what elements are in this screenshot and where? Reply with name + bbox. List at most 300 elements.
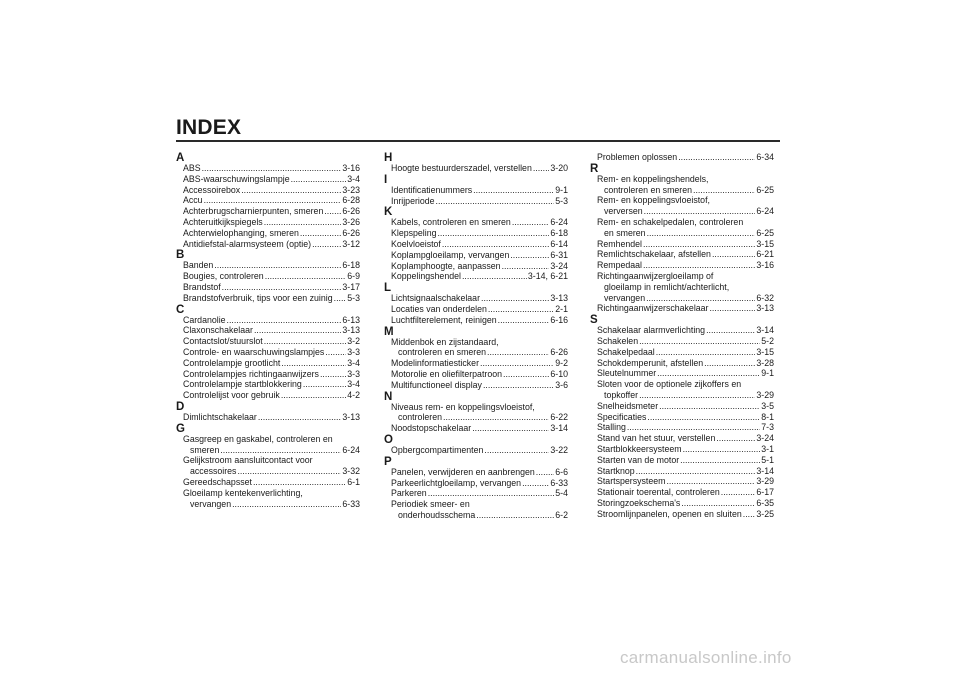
entry-row bbox=[183, 228, 360, 239]
entry-page-ref: 6-35 bbox=[756, 497, 774, 508]
entry-page-ref: 3-4 bbox=[347, 357, 360, 368]
entry-page-ref: 6-26 bbox=[550, 347, 568, 358]
entry-page-ref: 3-14 bbox=[756, 465, 774, 476]
index-entry bbox=[384, 261, 568, 272]
entry-page-ref: 3-24 bbox=[550, 260, 568, 271]
entry-lead-text: Niveaus rem- en koppelingsvloeistof, bbox=[391, 401, 535, 412]
dot-leader bbox=[636, 466, 756, 477]
section-letter: P bbox=[384, 455, 392, 468]
entry-row bbox=[391, 315, 568, 326]
entry-text: Kabels, controleren en smeren bbox=[391, 217, 511, 228]
entry-page-ref: 5-3 bbox=[555, 195, 568, 206]
entry-text: smeren bbox=[190, 444, 220, 455]
entry-row bbox=[391, 163, 568, 174]
index-column-3 bbox=[590, 152, 774, 520]
entry-row bbox=[183, 293, 360, 304]
entry-page-ref: 6-25 bbox=[756, 227, 774, 238]
dot-leader bbox=[265, 271, 347, 282]
entry-page-ref: 6-34 bbox=[756, 152, 774, 162]
entry-row bbox=[183, 282, 360, 293]
entry-text: Schokdemperunit, afstellen bbox=[597, 357, 704, 368]
dot-leader bbox=[303, 379, 346, 390]
index-entry bbox=[176, 369, 360, 380]
entry-row bbox=[597, 368, 774, 379]
entry-page-ref: 6-26 bbox=[342, 227, 360, 238]
entry-row bbox=[183, 466, 360, 477]
index-entry bbox=[384, 337, 568, 359]
entry-text: Locaties van onderdelen bbox=[391, 303, 487, 314]
dot-leader bbox=[657, 368, 760, 379]
dot-leader bbox=[522, 478, 549, 489]
entry-page-ref: 6-24 bbox=[342, 444, 360, 455]
entry-text: Koplamphoogte, aanpassen bbox=[391, 260, 501, 271]
dot-leader bbox=[428, 488, 555, 499]
dot-leader bbox=[204, 195, 342, 206]
entry-page-ref: 6-26 bbox=[342, 206, 360, 217]
section-letter: K bbox=[384, 206, 393, 219]
section-letter: M bbox=[384, 325, 394, 338]
dot-leader bbox=[481, 293, 549, 304]
entry-page-ref: 6-28 bbox=[342, 195, 360, 206]
dot-leader bbox=[281, 358, 346, 369]
entry-text: Controlelampje startblokkering bbox=[183, 379, 302, 390]
entry-page-ref: 3-5 bbox=[761, 400, 774, 411]
entry-page-ref: 3-28 bbox=[756, 357, 774, 368]
index-entry bbox=[590, 239, 774, 250]
entry-row bbox=[391, 358, 568, 369]
entry-page-ref: 3-22 bbox=[550, 444, 568, 455]
dot-leader bbox=[437, 228, 549, 239]
dot-leader bbox=[627, 422, 760, 433]
index-entry bbox=[176, 185, 360, 196]
entry-page-ref: 3-4 bbox=[347, 379, 360, 390]
entry-row bbox=[183, 325, 360, 336]
index-entry bbox=[384, 293, 568, 304]
entry-page-ref: 6-21 bbox=[756, 249, 774, 260]
dot-leader bbox=[320, 369, 346, 380]
index-entry bbox=[590, 455, 774, 466]
dot-leader bbox=[680, 455, 760, 466]
entry-row bbox=[391, 510, 568, 521]
dot-leader bbox=[536, 467, 554, 478]
dot-leader bbox=[647, 412, 760, 423]
entry-page-ref: 6-6 bbox=[555, 466, 568, 477]
index-entry bbox=[176, 293, 360, 304]
index-entry bbox=[590, 260, 774, 271]
entry-text: controleren en smeren bbox=[398, 347, 487, 358]
dot-leader bbox=[436, 196, 555, 207]
dot-leader bbox=[264, 217, 342, 228]
dot-leader bbox=[712, 249, 755, 260]
dot-leader bbox=[512, 217, 550, 228]
entry-row bbox=[391, 369, 568, 380]
dot-leader bbox=[264, 336, 347, 347]
dot-leader bbox=[639, 336, 760, 347]
entry-lead-text: Rem- en koppelingsvloeistof, bbox=[597, 195, 710, 206]
dot-leader bbox=[443, 412, 549, 423]
dot-leader bbox=[693, 185, 755, 196]
entry-text: Luchtfilterelement, reinigen bbox=[391, 314, 497, 325]
section-letter: L bbox=[384, 282, 392, 295]
dot-leader bbox=[442, 239, 550, 250]
entry-page-ref: 6-33 bbox=[342, 498, 360, 509]
dot-leader bbox=[646, 293, 755, 304]
index-entry bbox=[176, 217, 360, 228]
dot-leader bbox=[510, 250, 549, 261]
entry-lead-text: Richtingaanwijzergloeilamp of bbox=[597, 270, 714, 281]
entry-page-ref: 6-2 bbox=[555, 509, 568, 520]
entry-text: Koelvloeistof bbox=[391, 238, 441, 249]
entry-text: Accessoirebox bbox=[183, 184, 241, 195]
dot-leader bbox=[291, 174, 347, 185]
entry-text: Noodstopschakelaar bbox=[391, 423, 472, 434]
entry-row bbox=[183, 315, 360, 326]
entry-row bbox=[183, 271, 360, 282]
entry-text: ABS-waarschuwingslampje bbox=[183, 173, 290, 184]
section-letter: A bbox=[176, 152, 185, 164]
entry-row bbox=[391, 196, 568, 207]
entry-page-ref: 3-14 bbox=[550, 423, 568, 434]
index-entry bbox=[176, 358, 360, 369]
entry-text: Identificatienummers bbox=[391, 184, 473, 195]
entry-text: Parkeren bbox=[391, 488, 427, 499]
index-entry bbox=[590, 271, 774, 303]
entry-text: verversen bbox=[604, 206, 643, 217]
index-entry bbox=[384, 488, 568, 499]
watermark: carmanualsonline.info bbox=[620, 648, 792, 667]
index-entry bbox=[590, 401, 774, 412]
index-entry bbox=[590, 444, 774, 455]
entry-page-ref: 6-17 bbox=[756, 487, 774, 498]
index-entry bbox=[384, 380, 568, 391]
dot-leader bbox=[334, 293, 347, 304]
dot-leader bbox=[644, 206, 756, 217]
index-entry bbox=[590, 368, 774, 379]
index-entry bbox=[176, 163, 360, 174]
entry-text: onderhoudsschema bbox=[398, 509, 476, 520]
dot-leader bbox=[241, 185, 341, 196]
entry-text: topkoffer bbox=[604, 389, 639, 400]
entry-row bbox=[183, 174, 360, 185]
index-entry bbox=[384, 467, 568, 478]
entry-row bbox=[597, 206, 774, 217]
entry-text: Parkeerlichtgloeilamp, vervangen bbox=[391, 477, 522, 488]
dot-leader bbox=[476, 510, 554, 521]
section-letter: H bbox=[384, 152, 393, 164]
section-letter: R bbox=[590, 162, 599, 175]
index-entry bbox=[384, 271, 568, 282]
entry-row bbox=[597, 358, 774, 369]
dot-leader bbox=[743, 509, 756, 520]
dot-leader bbox=[487, 347, 549, 358]
entry-page-ref: 8-1 bbox=[761, 411, 774, 422]
index-entry bbox=[384, 478, 568, 489]
entry-row bbox=[183, 390, 360, 401]
index-entry bbox=[384, 369, 568, 380]
entry-text: Rempedaal bbox=[597, 260, 642, 271]
entry-row bbox=[391, 347, 568, 358]
section-letter: C bbox=[176, 303, 185, 316]
entry-text: Brandstof bbox=[183, 281, 221, 292]
index-entry bbox=[176, 336, 360, 347]
entry-page-ref: 3-17 bbox=[342, 281, 360, 292]
entry-row bbox=[597, 455, 774, 466]
entry-text: Accu bbox=[183, 195, 203, 206]
entry-text: en smeren bbox=[604, 227, 646, 238]
dot-leader bbox=[227, 315, 342, 326]
entry-page-ref: 3-14, 6-21 bbox=[527, 271, 568, 282]
entry-page-ref: 3-26 bbox=[342, 216, 360, 227]
entry-row bbox=[597, 433, 774, 444]
entry-row bbox=[391, 488, 568, 499]
entry-page-ref: 3-29 bbox=[756, 389, 774, 400]
index-entry bbox=[176, 390, 360, 401]
index-entry bbox=[590, 358, 774, 369]
index-column-2 bbox=[384, 152, 568, 521]
index-entry bbox=[176, 488, 360, 510]
entry-text: Bougies, controleren bbox=[183, 271, 264, 282]
dot-leader bbox=[484, 445, 549, 456]
entry-text: Inrijperiode bbox=[391, 195, 435, 206]
entry-row bbox=[391, 304, 568, 315]
index-entry bbox=[384, 239, 568, 250]
entry-row bbox=[391, 293, 568, 304]
entry-row bbox=[597, 239, 774, 250]
entry-row bbox=[391, 412, 568, 423]
dot-leader bbox=[643, 260, 755, 271]
entry-text: Remhendel bbox=[597, 238, 642, 249]
entry-row bbox=[183, 206, 360, 217]
index-entry bbox=[176, 412, 360, 423]
dot-leader bbox=[324, 206, 341, 217]
index-entry bbox=[176, 271, 360, 282]
entry-row bbox=[391, 185, 568, 196]
entry-text: Modelinformatiesticker bbox=[391, 358, 479, 369]
dot-leader bbox=[254, 325, 341, 336]
index-entry bbox=[590, 347, 774, 358]
entry-row bbox=[597, 228, 774, 239]
index-entry bbox=[590, 433, 774, 444]
entry-text: Startspersysteem bbox=[597, 476, 666, 487]
dot-leader bbox=[258, 412, 342, 423]
dot-leader bbox=[656, 347, 756, 358]
dot-leader bbox=[659, 401, 760, 412]
entry-page-ref: 5-2 bbox=[761, 335, 774, 346]
entry-page-ref: 6-25 bbox=[756, 184, 774, 195]
entry-lead-text: Rem- en schakelpedalen, controleren bbox=[597, 216, 744, 227]
dot-leader bbox=[483, 380, 554, 391]
dot-leader bbox=[488, 304, 554, 315]
dot-leader bbox=[300, 228, 341, 239]
index-entry bbox=[176, 260, 360, 271]
index-entry bbox=[384, 196, 568, 207]
entry-text: Multifunctioneel display bbox=[391, 379, 482, 390]
section-letter: S bbox=[590, 314, 598, 327]
dot-leader bbox=[639, 390, 755, 401]
entry-row bbox=[183, 163, 360, 174]
index-entry bbox=[176, 379, 360, 390]
entry-row bbox=[597, 487, 774, 498]
entry-text: Gereedschapsset bbox=[183, 476, 252, 487]
entry-page-ref: 3-15 bbox=[756, 346, 774, 357]
entry-text: Achterwielophanging, smeren bbox=[183, 227, 299, 238]
dot-leader bbox=[498, 315, 550, 326]
dot-leader bbox=[502, 261, 550, 272]
entry-text: Snelheidsmeter bbox=[597, 400, 659, 411]
section-letter: B bbox=[176, 249, 185, 262]
index-entry bbox=[384, 228, 568, 239]
entry-page-ref: 3-16 bbox=[756, 260, 774, 271]
entry-text: Schakelaar alarmverlichting bbox=[597, 325, 706, 336]
entry-page-ref: 3-16 bbox=[342, 163, 360, 173]
dot-leader bbox=[473, 185, 554, 196]
entry-row bbox=[183, 336, 360, 347]
index-entry bbox=[176, 455, 360, 477]
index-entry bbox=[384, 304, 568, 315]
index-entry bbox=[176, 239, 360, 250]
index-entry bbox=[590, 412, 774, 423]
entry-page-ref: 6-33 bbox=[550, 477, 568, 488]
entry-page-ref: 6-9 bbox=[347, 271, 360, 282]
entry-text: Stand van het stuur, verstellen bbox=[597, 433, 716, 444]
entry-row bbox=[597, 412, 774, 423]
entry-text: controleren en smeren bbox=[604, 184, 693, 195]
entry-text: controleren bbox=[398, 412, 443, 423]
entry-row bbox=[597, 260, 774, 271]
entry-text: Schakelpedaal bbox=[597, 346, 655, 357]
dot-leader bbox=[281, 390, 346, 401]
entry-row bbox=[391, 478, 568, 489]
entry-page-ref: 6-14 bbox=[550, 238, 568, 249]
entry-page-ref: 3-3 bbox=[347, 346, 360, 357]
entry-text: Panelen, verwijderen en aanbrengen bbox=[391, 466, 535, 477]
entry-row bbox=[183, 477, 360, 488]
entry-text: Koplampgloeilamp, vervangen bbox=[391, 249, 510, 260]
dot-leader bbox=[253, 477, 346, 488]
entry-page-ref: 3-12 bbox=[342, 238, 360, 249]
entry-text: Sleutelnummer bbox=[597, 368, 657, 379]
entry-page-ref: 6-10 bbox=[550, 368, 568, 379]
entry-row bbox=[183, 260, 360, 271]
entry-text: Controlelampje grootlicht bbox=[183, 357, 281, 368]
dot-leader bbox=[681, 498, 755, 509]
index-entry bbox=[176, 325, 360, 336]
index-entry bbox=[176, 174, 360, 185]
entry-page-ref: 3-6 bbox=[555, 379, 568, 390]
dot-leader bbox=[222, 282, 342, 293]
dot-leader bbox=[716, 433, 755, 444]
entry-row bbox=[597, 347, 774, 358]
section-letter: D bbox=[176, 400, 185, 413]
entry-page-ref: 3-24 bbox=[756, 433, 774, 444]
dot-leader bbox=[214, 260, 341, 271]
entry-page-ref: 9-2 bbox=[555, 358, 568, 369]
entry-row bbox=[183, 412, 360, 423]
entry-page-ref: 6-22 bbox=[550, 412, 568, 423]
entry-page-ref: 3-20 bbox=[550, 163, 568, 173]
entry-row bbox=[597, 336, 774, 347]
entry-text: Banden bbox=[183, 260, 214, 271]
entry-row bbox=[183, 499, 360, 510]
entry-page-ref: 6-16 bbox=[550, 314, 568, 325]
section-letter: O bbox=[384, 433, 393, 446]
entry-text: Stroomlijnpanelen, openen en sluiten bbox=[597, 508, 742, 519]
entry-page-ref: 3-2 bbox=[347, 336, 360, 347]
entry-text: vervangen bbox=[190, 498, 232, 509]
entry-row bbox=[391, 261, 568, 272]
entry-text: Klepspeling bbox=[391, 228, 437, 239]
entry-page-ref: 6-18 bbox=[550, 228, 568, 239]
dot-leader bbox=[647, 228, 756, 239]
index-entry bbox=[590, 379, 774, 401]
entry-text: Specificaties bbox=[597, 411, 647, 422]
entry-lead-text: Gelijkstroom aansluitcontact voor bbox=[183, 455, 313, 466]
index-column-1 bbox=[176, 152, 360, 509]
section-letter: I bbox=[384, 173, 388, 186]
entry-text: Problemen oplossen bbox=[597, 152, 678, 162]
dot-leader bbox=[643, 239, 755, 250]
index-entry bbox=[590, 249, 774, 260]
entry-text: Starten van de motor bbox=[597, 454, 680, 465]
dot-leader bbox=[533, 163, 550, 174]
entry-text: Motorolie en oliefilterpatroon bbox=[391, 368, 503, 379]
entry-text: Lichtsignaalschakelaar bbox=[391, 293, 480, 304]
entry-page-ref: 6-24 bbox=[756, 206, 774, 217]
entry-page-ref: 6-24 bbox=[550, 217, 568, 228]
index-entry bbox=[590, 217, 774, 239]
entry-text: Controlelijst voor gebruik bbox=[183, 390, 280, 401]
index-entry bbox=[384, 315, 568, 326]
entry-lead-text: Gasgreep en gaskabel, controleren en bbox=[183, 433, 333, 444]
entry-text: accessoires bbox=[190, 466, 237, 477]
section-letter: G bbox=[176, 422, 185, 435]
index-entry bbox=[590, 303, 774, 314]
entry-row bbox=[391, 228, 568, 239]
index-entry bbox=[384, 402, 568, 424]
entry-text: Remlichtschakelaar, afstellen bbox=[597, 249, 711, 260]
entry-row bbox=[597, 509, 774, 520]
entry-page-ref: 3-13 bbox=[756, 303, 774, 314]
entry-text: Richtingaanwijzerschakelaar bbox=[597, 303, 709, 314]
index-entry bbox=[590, 476, 774, 487]
entry-page-ref: 9-1 bbox=[555, 184, 568, 195]
title-rule bbox=[176, 140, 780, 142]
entry-row bbox=[597, 422, 774, 433]
entry-page-ref: 3-13 bbox=[550, 293, 568, 304]
entry-page-ref: 6-1 bbox=[347, 476, 360, 487]
index-entry bbox=[590, 174, 774, 196]
index-entry bbox=[176, 206, 360, 217]
entry-row bbox=[183, 369, 360, 380]
entry-row bbox=[183, 185, 360, 196]
index-entry bbox=[384, 217, 568, 228]
entry-page-ref: 3-13 bbox=[342, 411, 360, 422]
index-entry bbox=[590, 152, 774, 163]
entry-page-ref: 3-13 bbox=[342, 325, 360, 336]
dot-leader bbox=[325, 347, 346, 358]
entry-page-ref: 6-32 bbox=[756, 292, 774, 303]
entry-row bbox=[391, 250, 568, 261]
index-entry bbox=[384, 499, 568, 521]
entry-lead-text: Sloten voor de optionele zijkoffers en bbox=[597, 379, 742, 390]
entry-row bbox=[183, 379, 360, 390]
entry-page-ref: 9-1 bbox=[761, 368, 774, 379]
dot-leader bbox=[237, 466, 341, 477]
dot-leader bbox=[709, 303, 755, 314]
entry-text: ABS bbox=[183, 163, 201, 173]
index-entry bbox=[176, 195, 360, 206]
entry-row bbox=[597, 293, 774, 304]
